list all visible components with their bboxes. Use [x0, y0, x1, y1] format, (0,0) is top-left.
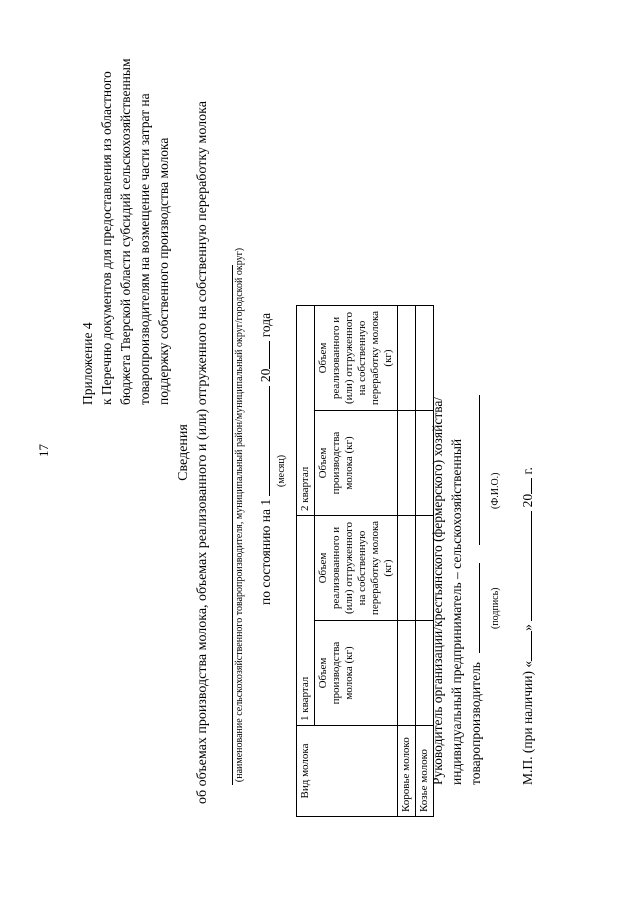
col-quarter-2: 2 квартал — [297, 306, 315, 516]
producer-name-caption: (наименование сельскохозяйственного товаропроизводителя, муниципальный район/муниципальный округ/городской округ) — [234, 247, 245, 783]
appendix-line: Приложение 4 — [80, 322, 95, 405]
col-q1-production: Объем производства молока (кг) — [315, 621, 398, 726]
day-blank — [531, 631, 532, 661]
mp-suffix: г. — [520, 467, 535, 475]
document-title: Сведения — [176, 424, 191, 481]
row-label-cow-milk: Коровье молоко — [398, 726, 416, 817]
appendix-header — [78, 58, 173, 405]
stamp-date-row — [520, 467, 536, 785]
month-blank — [531, 511, 532, 621]
cell-q2-production[interactable] — [398, 411, 416, 516]
signature-caption: (подпись) — [490, 587, 501, 629]
cell-q1-production[interactable] — [398, 621, 416, 726]
signature-line — [479, 563, 480, 653]
month-caption: (месяц) — [276, 454, 287, 487]
col-quarter-1: 1 квартал — [297, 516, 315, 726]
signatory-line: индивидуальный предприниматель – сельскохозяйственный — [449, 438, 464, 785]
fio-line — [479, 395, 480, 545]
as-of-prefix: по состоянию на 1 — [258, 498, 273, 605]
appendix-line: к Перечню документов для предоставления из областного — [99, 71, 114, 405]
mp-mid: » — [520, 624, 535, 631]
page-number: 17 — [36, 444, 51, 457]
mp-prefix: М.П. (при наличии) « — [520, 660, 535, 785]
mp-year: 20 — [520, 493, 535, 508]
col-q1-sold: Объем реализованного и (или) отгруженного на собственную переработку молока (кг) — [315, 516, 398, 621]
document-subtitle: об объемах производства молока, объемах реализованного и (или) отгруженного на собственную переработку молока — [195, 101, 210, 804]
appendix-line: поддержку собственного производства молока — [156, 137, 171, 405]
appendix-line: бюджета Тверской области субсидий сельскохозяйственным — [118, 58, 133, 405]
year-blank — [269, 341, 270, 369]
signatory-line: товаропроизводитель — [466, 395, 485, 785]
table-row — [398, 306, 416, 817]
appendix-line: товаропроизводителям на возмещение части затрат на — [137, 93, 152, 405]
milk-volume-table — [296, 305, 434, 817]
year-prefix: 20 — [258, 368, 273, 383]
year-blank — [531, 478, 532, 494]
cell-q2-sold[interactable] — [398, 306, 416, 411]
producer-name-line — [232, 265, 233, 785]
col-milk-type: Вид молока — [297, 726, 398, 817]
year-suffix: года — [258, 312, 273, 338]
table-header-row — [297, 306, 315, 817]
month-blank — [269, 386, 270, 496]
signatory-line: Руководитель организации/крестьянского (фермерского) хозяйства/ — [430, 396, 445, 785]
fio-caption: (Ф.И.О.) — [490, 472, 501, 509]
row-label-goat-milk: Козье молоко — [416, 726, 434, 817]
col-q2-sold: Объем реализованного и (или) отгруженного на собственную переработку молока (кг) — [315, 306, 398, 411]
cell-q1-sold[interactable] — [398, 516, 416, 621]
col-q2-production: Объем производства молока (кг) — [315, 411, 398, 516]
signatory-title — [428, 395, 485, 785]
as-of-date-row — [258, 313, 274, 605]
